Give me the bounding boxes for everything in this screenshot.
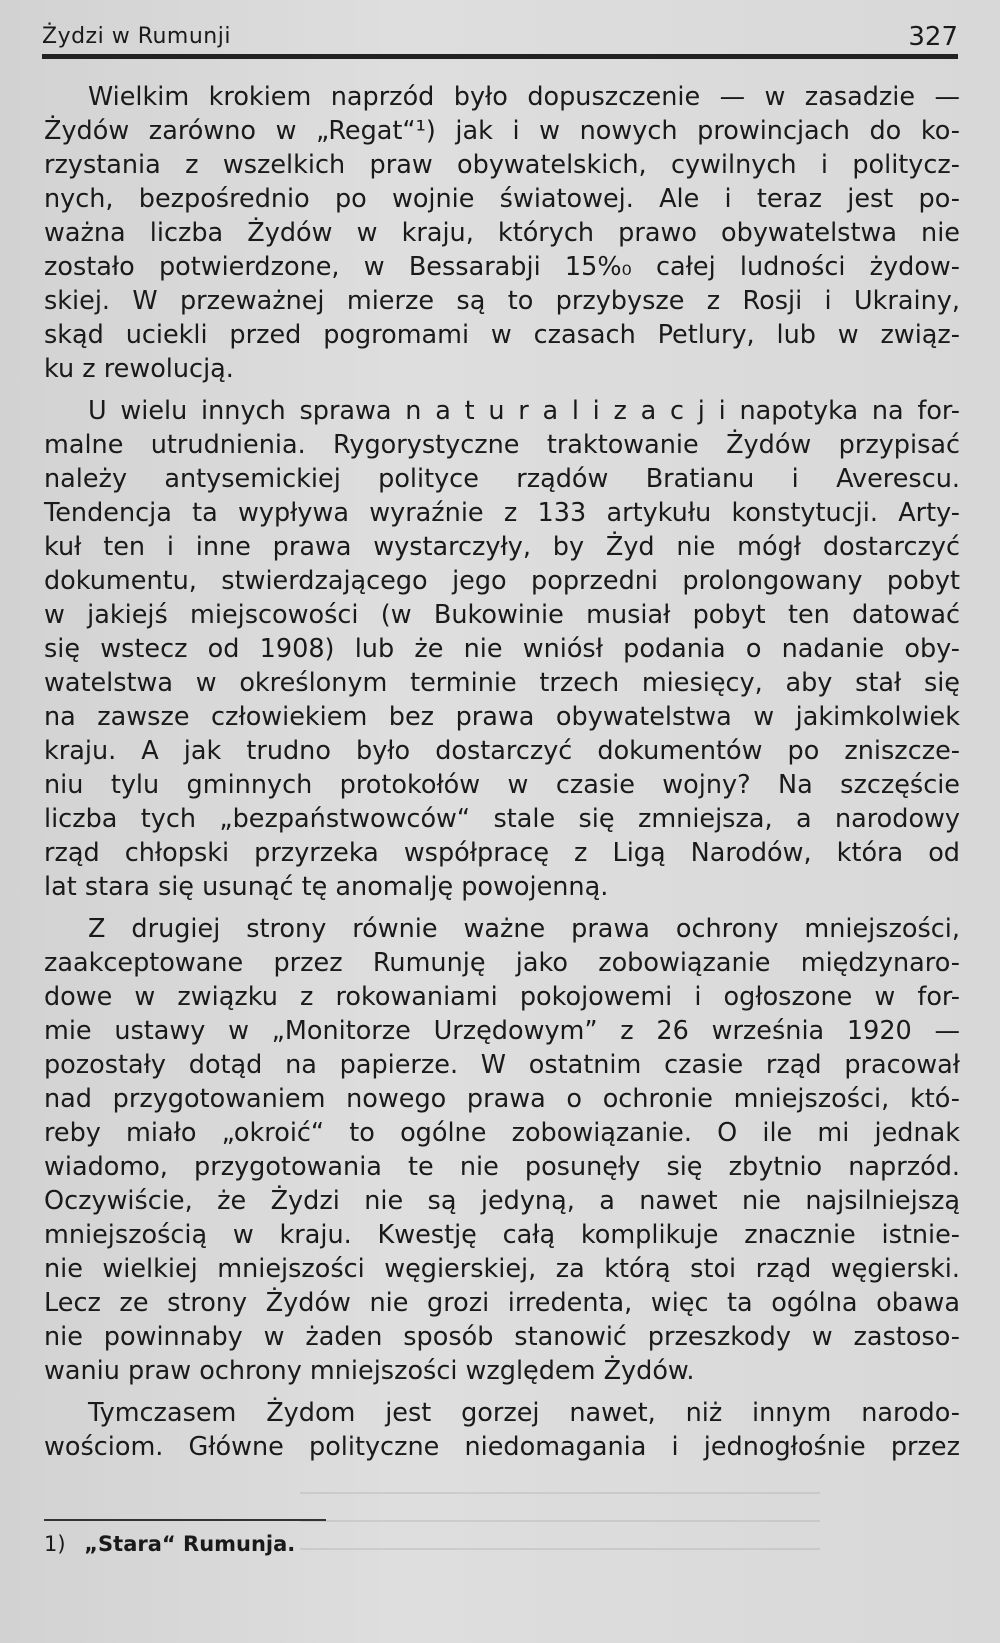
- text-line: dokumentu, stwierdzającego jego poprzedni prolongowany pobyt: [44, 566, 960, 596]
- text-line: Wielkim krokiem naprzód było dopuszczenie — w zasadzie —: [88, 82, 960, 112]
- text-line: Z drugiej strony równie ważne prawa ochrony mniejszości,: [88, 914, 960, 944]
- text-line: Tymczasem Żydom jest gorzej nawet, niż innym narodo-: [88, 1398, 960, 1428]
- text-line: Oczywiście, że Żydzi nie są jedyną, a nawet nie najsilniejszą: [44, 1186, 960, 1216]
- text-line: nad przygotowaniem nowego prawa o ochronie mniejszości, któ-: [44, 1084, 960, 1114]
- text-line: U wielu innych sprawa n a t u r a l i z a c j i napotyka na for-: [88, 396, 960, 426]
- text-line: kuł ten i inne prawa wystarczyły, by Żyd nie mógł dostarczyć: [44, 532, 960, 562]
- text-line: zostało potwierdzone, w Bessarabji 15%₀ całej ludności żydow-: [44, 252, 960, 282]
- text-line: skąd uciekli przed pogromami w czasach Petlury, lub w związ-: [44, 320, 960, 350]
- text-line: się wstecz od 1908) lub że nie wniósł podania o nadanie oby-: [44, 634, 960, 664]
- text-line: wościom. Główne polityczne niedomagania i jednogłośnie przez: [44, 1432, 960, 1462]
- text-line: mie ustawy w „Monitorze Urzędowym” z 26 września 1920 —: [44, 1016, 960, 1046]
- text-line: Żydów zarówno w „Regat“¹) jak i w nowych prowincjach do ko-: [44, 116, 960, 146]
- text-line: wiadomo, przygotowania te nie posunęły się zbytnio naprzód.: [44, 1152, 960, 1182]
- text-line: watelstwa w określonym terminie trzech miesięcy, aby stał się: [44, 668, 960, 698]
- text-line: rząd chłopski przyrzeka współpracę z Ligą Narodów, która od: [44, 838, 960, 868]
- text-line: kraju. A jak trudno było dostarczyć dokumentów po zniszcze-: [44, 736, 960, 766]
- paragraph-gap: [44, 904, 960, 912]
- text-line: Tendencja ta wypływa wyraźnie z 133 artykułu konstytucji. Arty-: [44, 498, 960, 528]
- paragraph-gap: [44, 386, 960, 394]
- text-line: w jakiejś miejscowości (w Bukowinie musiał pobyt ten datować: [44, 600, 960, 630]
- text-line: mniejszością w kraju. Kwestję całą komplikuje znacznie istnie-: [44, 1220, 960, 1250]
- page-header: [42, 18, 958, 59]
- text-line: reby miało „okroić“ to ogólne zobowiązanie. O ile mi jednak: [44, 1118, 960, 1148]
- footnote: [44, 1532, 295, 1556]
- text-line: rzystania z wszelkich praw obywatelskich, cywilnych i politycz-: [44, 150, 960, 180]
- text-line: dowe w związku z rokowaniami pokojowemi i ogłoszone w for-: [44, 982, 960, 1012]
- body-text: [44, 80, 960, 1464]
- text-line: skiej. W przeważnej mierze są to przybysze z Rosji i Ukrainy,: [44, 286, 960, 316]
- text-line: Lecz ze strony Żydów nie grozi irredenta, więc ta ogólna obawa: [44, 1288, 960, 1318]
- text-line: nie powinnaby w żaden sposób stanowić przeszkody w zastoso-: [44, 1322, 960, 1352]
- text-line: malne utrudnienia. Rygorystyczne traktowanie Żydów przypisać: [44, 430, 960, 460]
- text-line: zaakceptowane przez Rumunję jako zobowiązanie międzynaro-: [44, 948, 960, 978]
- running-title: Żydzi w Rumunji: [42, 24, 231, 49]
- footnote-marker: 1): [44, 1532, 66, 1556]
- footnote-text: „Stara“ Rumunja.: [84, 1532, 296, 1556]
- text-line: ważna liczba Żydów w kraju, których prawo obywatelstwa nie: [44, 218, 960, 248]
- text-line: niu tylu gminnych protokołów w czasie wojny? Na szczęście: [44, 770, 960, 800]
- show-through-texture: [300, 1490, 820, 1550]
- text-line: nie wielkiej mniejszości węgierskiej, za którą stoi rząd węgierski.: [44, 1254, 960, 1284]
- text-line: liczba tych „bezpaństwowców“ stale się zmniejsza, a narodowy: [44, 804, 960, 834]
- text-line: na zawsze człowiekiem bez prawa obywatelstwa w jakimkolwiek: [44, 702, 960, 732]
- text-line: pozostały dotąd na papierze. W ostatnim czasie rząd pracował: [44, 1050, 960, 1080]
- text-line: waniu praw ochrony mniejszości względem Żydów.: [44, 1356, 695, 1386]
- paragraph-gap: [44, 1388, 960, 1396]
- page-number: 327: [908, 22, 958, 52]
- text-line: należy antysemickiej polityce rządów Bratianu i Averescu.: [44, 464, 960, 494]
- text-line: lat stara się usunąć tę anomalję powojenną.: [44, 872, 609, 902]
- text-line: ku z rewolucją.: [44, 354, 234, 384]
- footnote-divider: [44, 1519, 326, 1521]
- text-line: nych, bezpośrednio po wojnie światowej. Ale i teraz jest po-: [44, 184, 960, 214]
